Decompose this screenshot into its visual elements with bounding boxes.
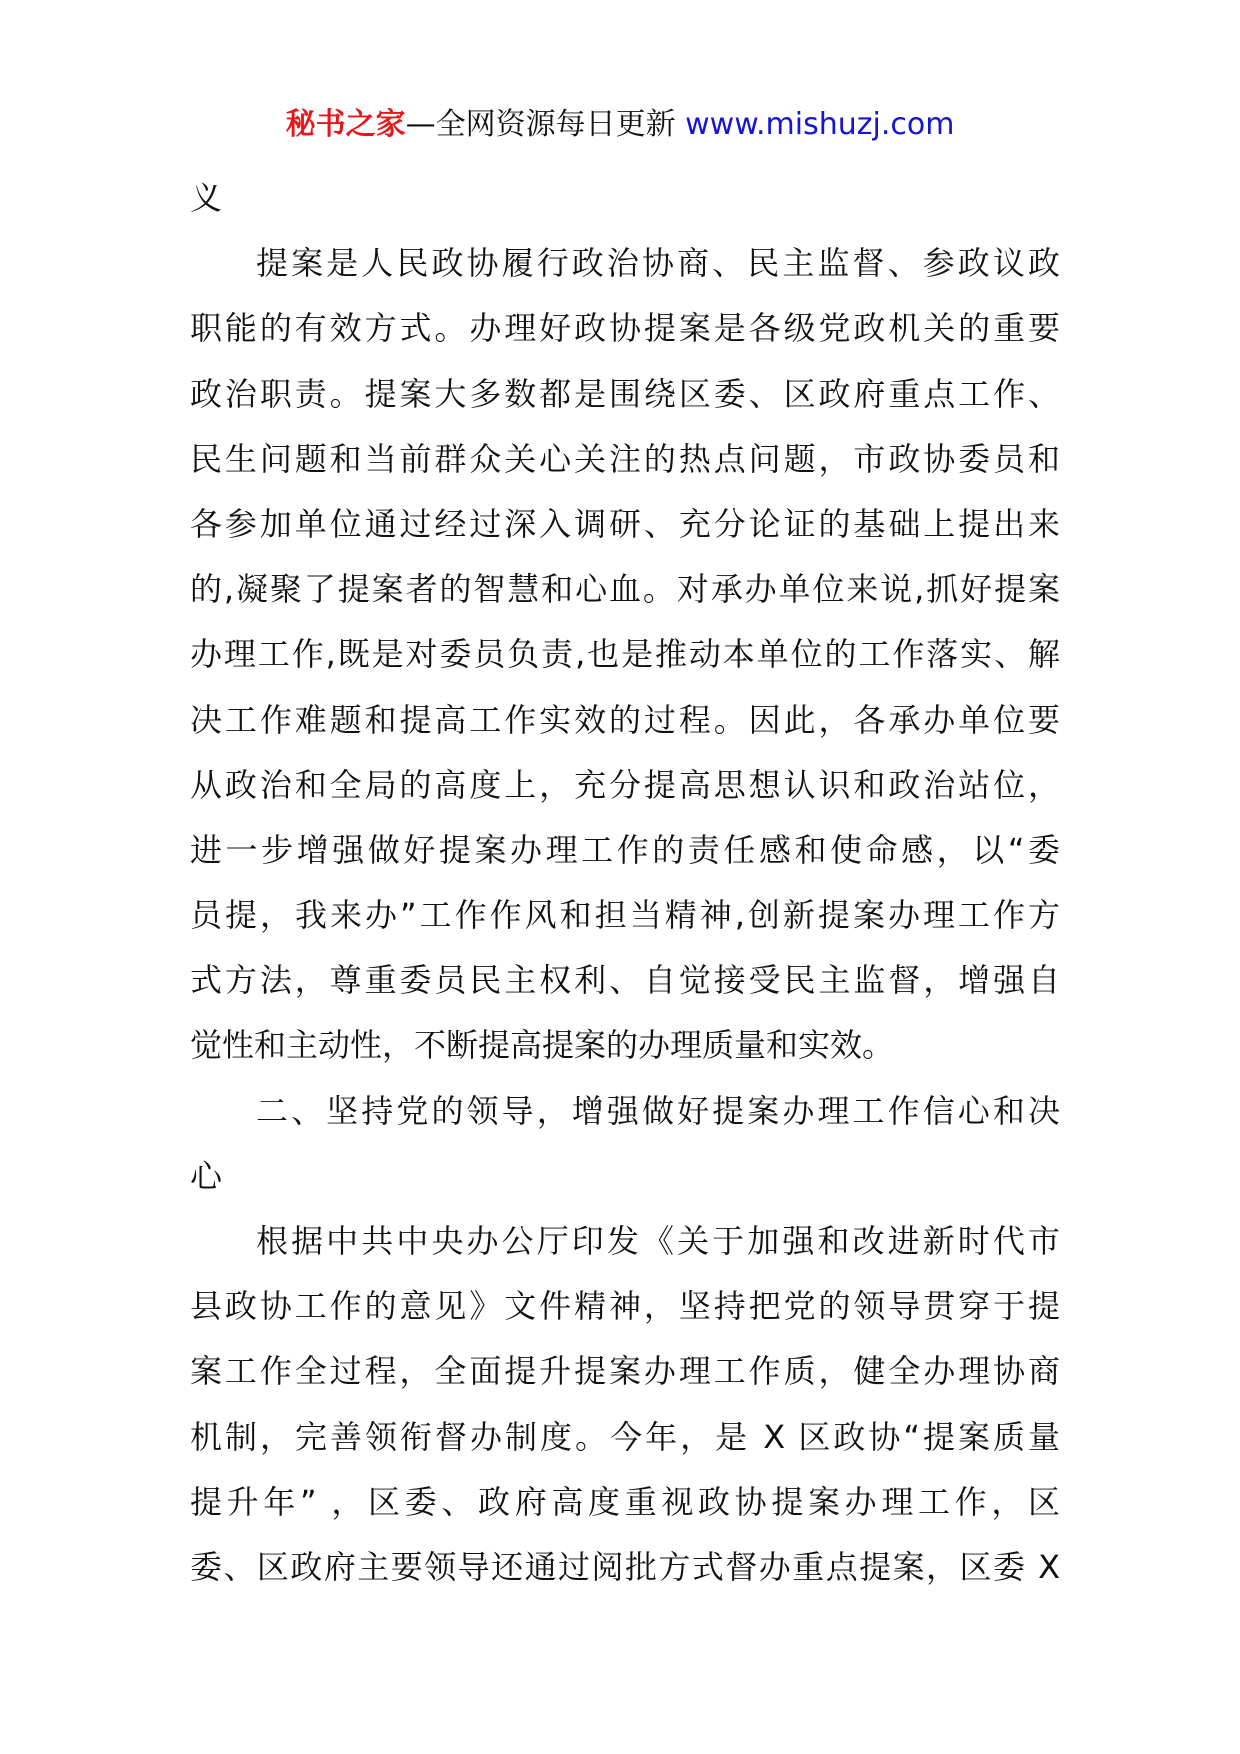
text-line: 心 <box>190 1156 223 1195</box>
text-line: 机制，完善领衔督办制度。今年，是 X 区政协“提案质量 <box>190 1417 1060 1456</box>
text-line: 政治职责。提案大多数都是围绕区委、区政府重点工作、 <box>190 374 1060 413</box>
text-line: 根据中共中央办公厅印发《关于加强和改进新时代市 <box>256 1222 1060 1260</box>
text-line: 提案是人民政协履行政治协商、民主监督、参政议政 <box>256 244 1060 283</box>
text-line: 从政治和全局的高度上，充分提高思想认识和政治站位， <box>190 765 1060 804</box>
text-line: 义 <box>190 179 223 217</box>
text-line: 二、坚持党的领导，增强做好提案办理工作信心和决 <box>256 1091 1060 1130</box>
header-tagline: —全网资源每日更新 <box>405 107 686 142</box>
text-line: 式方法，尊重委员民主权利、自觉接受民主监督，增强自 <box>190 961 1060 1000</box>
text-line: 提升年” ，区委、政府高度重视政协提案办理工作，区 <box>190 1482 1060 1521</box>
text-line: 民生问题和当前群众关心关注的热点问题，市政协委员和 <box>190 439 1060 478</box>
text-line: 委、区政府主要领导还通过阅批方式督办重点提案，区委 X <box>190 1547 1060 1586</box>
text-line: 进一步增强做好提案办理工作的责任感和使命感，以“委 <box>190 830 1060 869</box>
text-line: 员提，我来办”工作作风和担当精神,创新提案办理工作方 <box>190 896 1060 935</box>
document-body <box>190 166 1060 1600</box>
text-line: 案工作全过程，全面提升提案办理工作质，健全办理协商 <box>190 1352 1060 1391</box>
text-line: 觉性和主动性，不断提高提案的办理质量和实效。 <box>190 1026 895 1065</box>
site-url-link[interactable]: www.mishuzj.com <box>685 107 955 142</box>
text-line: 职能的有效方式。办理好政协提案是各级党政机关的重要 <box>190 309 1060 348</box>
text-line: 决工作难题和提高工作实效的过程。因此，各承办单位要 <box>190 700 1060 739</box>
text-line: 县政协工作的意见》文件精神，坚持把党的领导贯穿于提 <box>190 1287 1060 1326</box>
text-line: 办理工作,既是对委员负责,也是推动本单位的工作落实、解 <box>190 635 1060 674</box>
text-line: 的,凝聚了提案者的智慧和心血。对承办单位来说,抓好提案 <box>190 570 1060 609</box>
brand-name: 秘书之家 <box>285 107 406 142</box>
site-header <box>0 100 1240 150</box>
text-line: 各参加单位通过经过深入调研、充分论证的基础上提出来 <box>190 504 1060 543</box>
